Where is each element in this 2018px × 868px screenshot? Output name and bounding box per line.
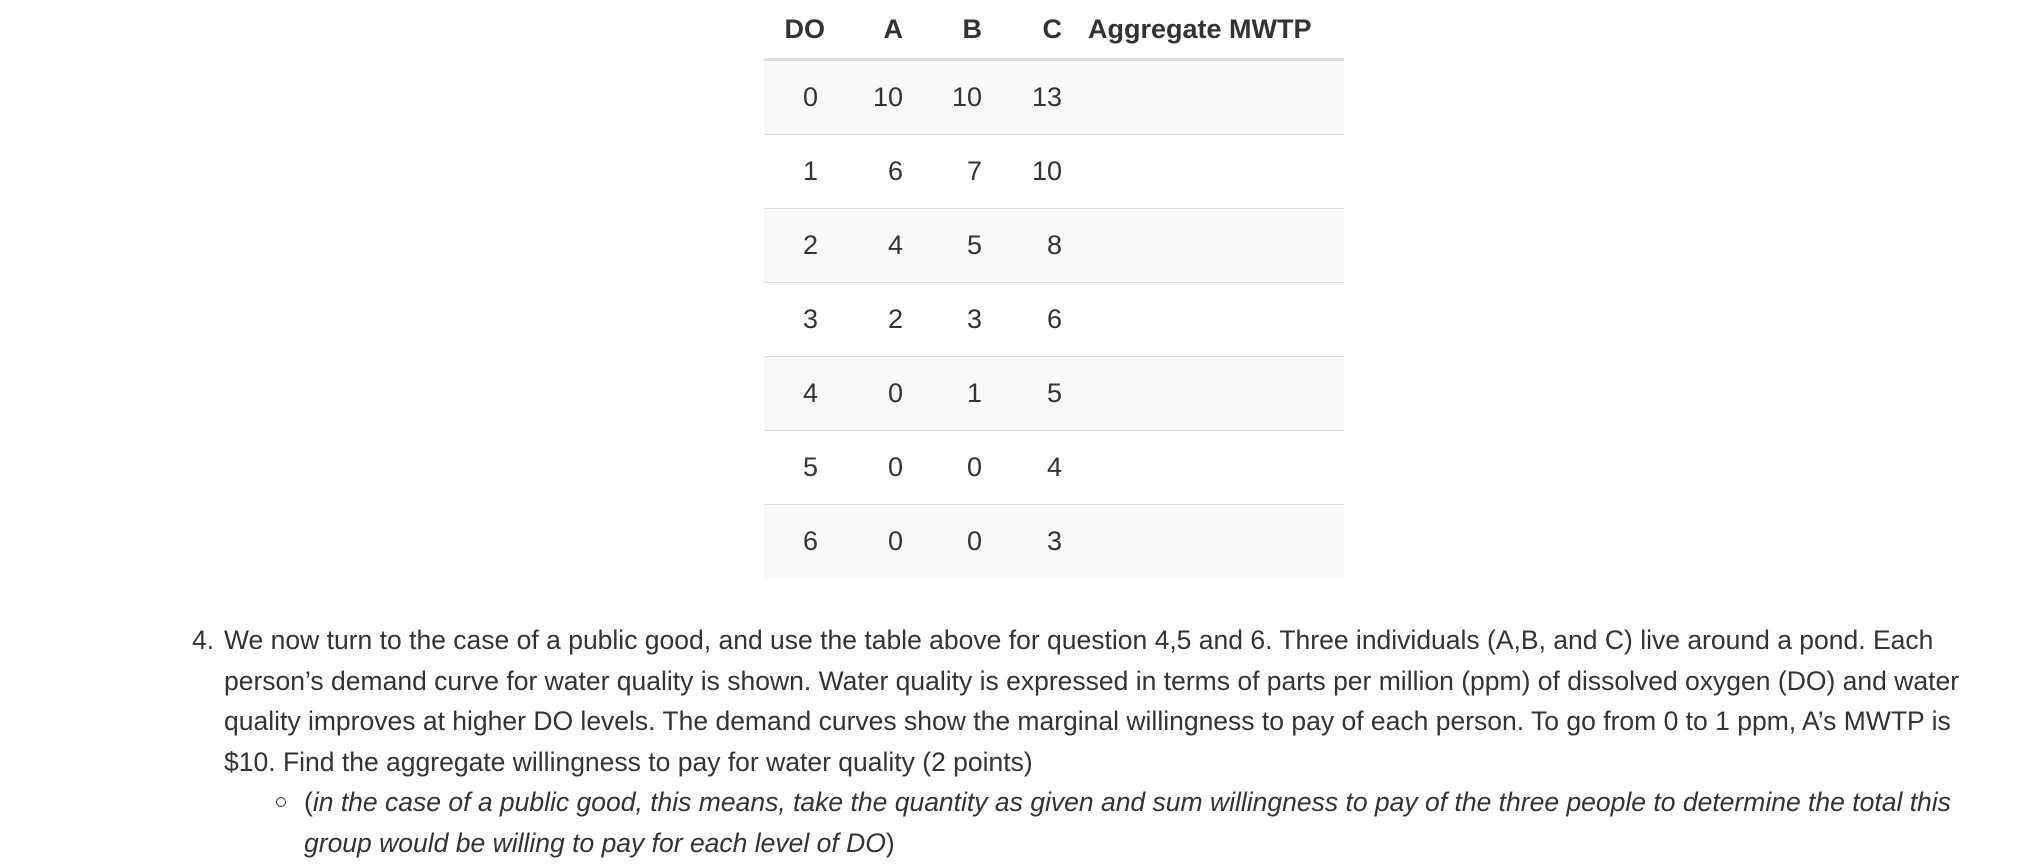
cell-a: 0 <box>835 357 913 431</box>
cell-a: 10 <box>872 82 903 112</box>
cell-a: 0 <box>835 505 913 579</box>
table-row <box>764 283 1344 357</box>
cell-c: 8 <box>992 209 1072 283</box>
cell-b: 3 <box>913 283 992 357</box>
cell-a: 6 <box>835 135 913 209</box>
cell-c: 10 <box>992 135 1072 209</box>
header-c: C <box>992 0 1072 60</box>
sub-item-italic-text: in the case of a public good, this means, take the quantity as given and sum willingness to pay of the three people to determine the total this group would be willing to pay for each level of DO <box>304 787 1951 858</box>
cell-b: 5 <box>913 209 992 283</box>
open-paren: ( <box>304 787 313 817</box>
cell-c: 5 <box>992 357 1072 431</box>
cell-aggregate <box>1072 357 1344 431</box>
mwtp-table <box>764 0 1344 578</box>
cell-c: 6 <box>992 283 1072 357</box>
cell-c: 4 <box>992 431 1072 505</box>
question-text: We now turn to the case of a public good, and use the table above for question 4,5 and 6. Three individuals (A,B, and C) live around a pond. Each person’s demand curve for water quality is shown. Water quality is expressed in terms of parts per million (ppm) of dissolved oxygen (DO) and water quality improves at higher DO levels. The demand curves show the marginal willingness to pay of each person. To go from 0 to 1 ppm, A’s MWTP is $10. Find the aggregate willingness to pay for water quality (2 points) <box>224 625 1960 777</box>
header-aggregate-mwtp: Aggregate MWTP <box>1072 0 1344 60</box>
header-a: A <box>835 0 913 60</box>
table-row <box>764 505 1344 579</box>
cell-b: 1 <box>913 357 992 431</box>
hollow-circle-bullet-icon <box>276 797 286 807</box>
cell-c: 3 <box>992 505 1072 579</box>
cell-aggregate <box>1072 60 1344 135</box>
cell-do: 1 <box>764 135 835 209</box>
cell-aggregate <box>1072 209 1344 283</box>
cell-do: 5 <box>764 431 835 505</box>
table-row <box>764 135 1344 209</box>
table-row <box>764 209 1344 283</box>
cell-a: 0 <box>835 431 913 505</box>
table-row <box>764 431 1344 505</box>
question-item-4 <box>192 620 1972 863</box>
cell-do: 0 <box>802 82 818 112</box>
question-number: 4. <box>192 625 215 655</box>
sub-list <box>224 782 1972 863</box>
cell-do: 2 <box>764 209 835 283</box>
cell-do: 6 <box>764 505 835 579</box>
cell-b: 10 <box>951 82 982 112</box>
sub-list-item <box>304 782 1972 863</box>
header-b: B <box>913 0 992 60</box>
header-do: DO <box>764 0 835 60</box>
cell-b: 0 <box>913 505 992 579</box>
cell-c: 13 <box>1031 82 1062 112</box>
cell-b: 7 <box>913 135 992 209</box>
cell-aggregate <box>1072 135 1344 209</box>
cell-b: 0 <box>913 431 992 505</box>
cell-aggregate <box>1072 283 1344 357</box>
table-row <box>764 60 1344 135</box>
cell-aggregate <box>1072 431 1344 505</box>
close-paren: ) <box>885 827 895 858</box>
question-list <box>192 620 1972 863</box>
table-header-row <box>764 0 1344 60</box>
cell-aggregate <box>1072 505 1344 579</box>
cell-do: 4 <box>764 357 835 431</box>
cell-a: 4 <box>835 209 913 283</box>
cell-do: 3 <box>764 283 835 357</box>
table-row <box>764 357 1344 431</box>
cell-a: 2 <box>835 283 913 357</box>
